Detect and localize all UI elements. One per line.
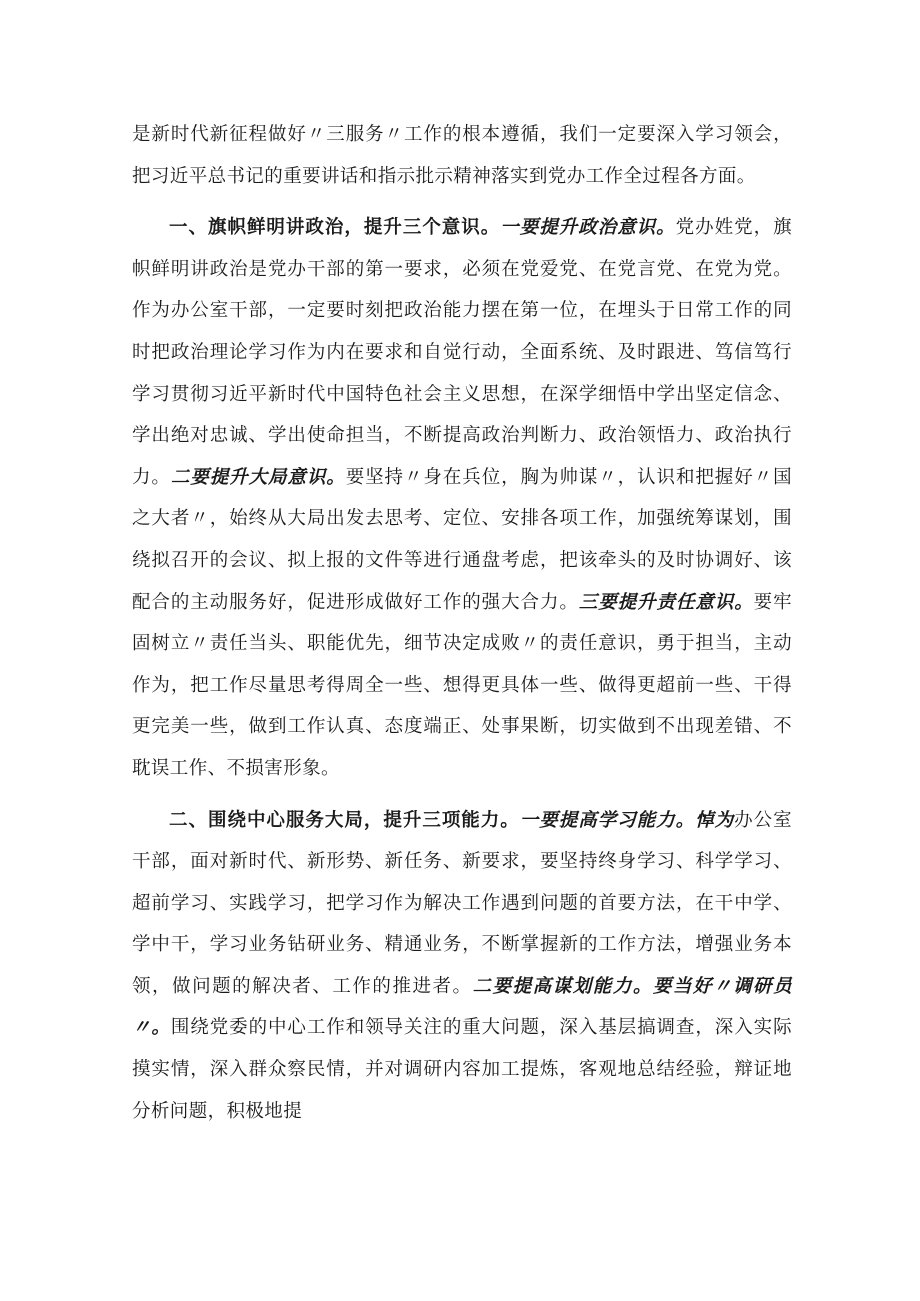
subpoint-political-awareness: 一要提升政治意识。 bbox=[500, 217, 676, 239]
document-body bbox=[132, 114, 792, 1132]
text-run: 党办姓党，旗帜鲜明讲政治是党办干部的第一要求，必须在党爱党、在党言党、在党为党。作为办公室干部，一定要时刻把政治能力摆在第一位，在埋头于日常工作的同时把政治理论学习作为内在要求和自觉行动，全面系统、及时跟进、笃信笃行学习贯彻习近平新时代中国特色社会主义思想，在深学细悟中学出坚定信念、学出绝对忠诚、学出使命担当，不断提高政治判断力、政治领悟力、政治执行力。 bbox=[132, 217, 793, 488]
subpoint-responsibility-awareness: 三要提升责任意识。 bbox=[578, 591, 754, 613]
section-heading-two: 二、围绕中心服务大局，提升三项能力。 bbox=[169, 809, 520, 831]
paragraph-intro-continuation bbox=[132, 114, 792, 197]
paragraph-section-two bbox=[132, 800, 792, 1133]
subpoint-overall-awareness: 二要提升大局意识。 bbox=[170, 466, 346, 488]
paragraph-section-one bbox=[132, 207, 792, 789]
text-run: 办公室干部，面对新时代、新形势、新任务、新要求，要坚持终身学习、科学学习、超前学习、实践学习，把学习作为解决工作遇到问题的首要方法，在干中学、学中干，学习业务钻研业务、精通业务，不断掌握新的工作方法，增强业务本领，做问题的解决者、工作的推进者。 bbox=[132, 809, 792, 997]
text-run: 要牢固树立〃责任当头、职能优先，细节决定成败〃的责任意识，勇于担当，主动作为，把工作尽量思考得周全一些、想得更具体一些、做得更超前一些、干得更完美一些，做到工作认真、态度端正、处事果断，切实做到不出现差错、不耽误工作、不损害形象。 bbox=[132, 591, 792, 779]
section-heading-one: 一、旗帜鲜明讲政治，提升三个意识。 bbox=[169, 217, 501, 239]
subpoint-learning-ability: 一要提高学习能力。悼为 bbox=[519, 809, 735, 831]
text-run: 围绕党委的中心工作和领导关注的重大问题，深入基层搞调查，深入实际摸实情，深入群众察民情，并对调研内容加工提炼，客观地总结经验，辩证地分析问题，积极地提 bbox=[132, 1017, 792, 1122]
subpoint-planning-ability: 二要提高谋划能力。要当好〃调研员〃。 bbox=[132, 975, 792, 1039]
text-run: 是新时代新征程做好〃三服务〃工作的根本遵循，我们一定要深入学习领会，把习近平总书记的重要讲话和指示批示精神落实到党办工作全过程各方面。 bbox=[132, 124, 792, 187]
text-run: 要坚持〃身在兵位，胸为帅谋〃，认识和把握好〃国之大者〃，始终从大局出发去思考、定位、安排各项工作，加强统筹谋划，围绕拟召开的会议、拟上报的文件等进行通盘考虑，把该牵头的及时协调好、该配合的主动服务好，促进形成做好工作的强大合力。 bbox=[132, 466, 792, 613]
